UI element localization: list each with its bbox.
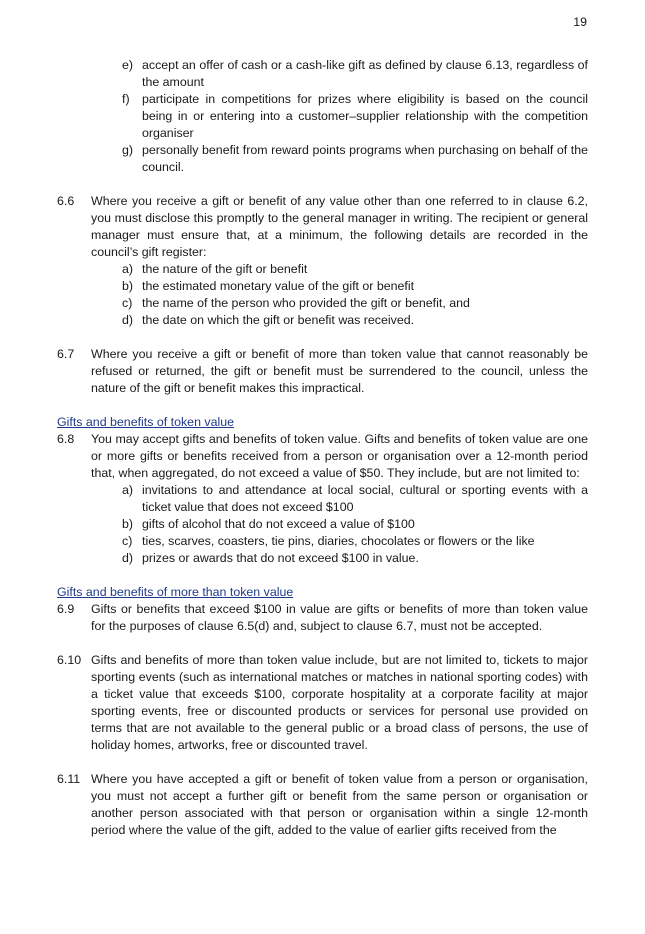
clause-6-7 [57,346,588,397]
clause-number: 6.9 [57,602,75,616]
list-label: g) [122,143,134,157]
page-number: 19 [573,15,587,29]
clause-6-6-list [57,261,588,329]
list-text: the date on which the gift or benefit was received. [142,313,415,327]
clause-number: 6.10 [57,653,82,667]
clause-number: 6.8 [57,432,75,446]
list-item [57,295,588,312]
list-item [57,91,588,142]
list-item [57,533,588,550]
section-heading-more-than-token: Gifts and benefits of more than token value [57,585,294,599]
clause-6-8 [57,431,588,482]
clause-number: 6.6 [57,194,75,208]
list-text: the estimated monetary value of the gift or benefit [142,279,415,293]
clause-6-6 [57,193,588,261]
list-item [57,261,588,278]
list-label: c) [122,296,133,310]
clause-number: 6.7 [57,347,75,361]
clause-text: You may accept gifts and benefits of token value. Gifts and benefits of token value are one or more gifts or benefits received from a person or organisation over a 12-month period that, when aggregated, do not exceed a value of $50. They include, but are not limited to: [91,432,588,480]
clause-text: Gifts and benefits of more than token value include, but are not limited to, tickets to major sporting events (such as international matches or matches in national sporting codes) with a ticket value that exceeds $100, corporate hospitality at a corporate facility at major sporting events, free or discounted products or services for personal use provided on terms that are not available to the general public or a broad class of persons, the use of holiday homes, artworks, free or discounted travel. [91,653,588,752]
list-text: gifts of alcohol that do not exceed a value of $100 [142,517,415,531]
list-label: d) [122,313,134,327]
clause-6-9 [57,601,588,635]
clause-number: 6.11 [57,772,81,786]
list-label: e) [122,58,134,72]
list-text: the name of the person who provided the gift or benefit, and [142,296,470,310]
list-text: ties, scarves, coasters, tie pins, diaries, chocolates or flowers or the like [142,534,535,548]
document-body [57,57,588,839]
list-item [57,550,588,567]
intro-list [57,57,588,176]
list-item [57,278,588,295]
list-text: prizes or awards that do not exceed $100 in value. [142,551,419,565]
list-item [57,482,588,516]
list-text: the nature of the gift or benefit [142,262,308,276]
list-label: c) [122,534,133,548]
clause-6-10 [57,652,588,754]
list-text: personally benefit from reward points programs when purchasing on behalf of the council. [142,143,588,174]
list-label: b) [122,279,134,293]
clause-text: Where you receive a gift or benefit of more than token value that cannot reasonably be refused or returned, the gift or benefit must be surrendered to the council, unless the nature of the gift or benefit makes this impractical. [91,347,588,395]
clause-text: Where you receive a gift or benefit of any value other than one referred to in clause 6.2, you must disclose this promptly to the general manager in writing. The recipient or general manager must ensure that, at a minimum, the following details are recorded in the council’s gift register: [91,194,588,259]
list-item [57,312,588,329]
list-item [57,516,588,533]
list-item [57,142,588,176]
clause-6-11 [57,771,588,839]
clause-text: Gifts or benefits that exceed $100 in value are gifts or benefits of more than token value for the purposes of clause 6.5(d) and, subject to clause 6.7, must not be accepted. [91,602,588,633]
list-label: d) [122,551,134,565]
list-text: accept an offer of cash or a cash-like gift as defined by clause 6.13, regardless of the amount [142,58,588,89]
list-label: b) [122,517,134,531]
list-label: a) [122,483,134,497]
section-heading-token-value: Gifts and benefits of token value [57,415,235,429]
list-label: a) [122,262,134,276]
list-text: participate in competitions for prizes where eligibility is based on the council being in or entering into a customer–supplier relationship with the competition organiser [142,92,588,140]
clause-text: Where you have accepted a gift or benefit of token value from a person or organisation, you must not accept a further gift or benefit from the same person or organisation or another person associated with that person or organisation within a single 12-month period where the value of the gift, added to the value of earlier gifts received from the [91,772,588,837]
list-item [57,57,588,91]
list-text: invitations to and attendance at local social, cultural or sporting events with a ticket value that does not exceed $100 [142,483,588,514]
list-label: f) [122,92,130,106]
clause-6-8-list [57,482,588,567]
